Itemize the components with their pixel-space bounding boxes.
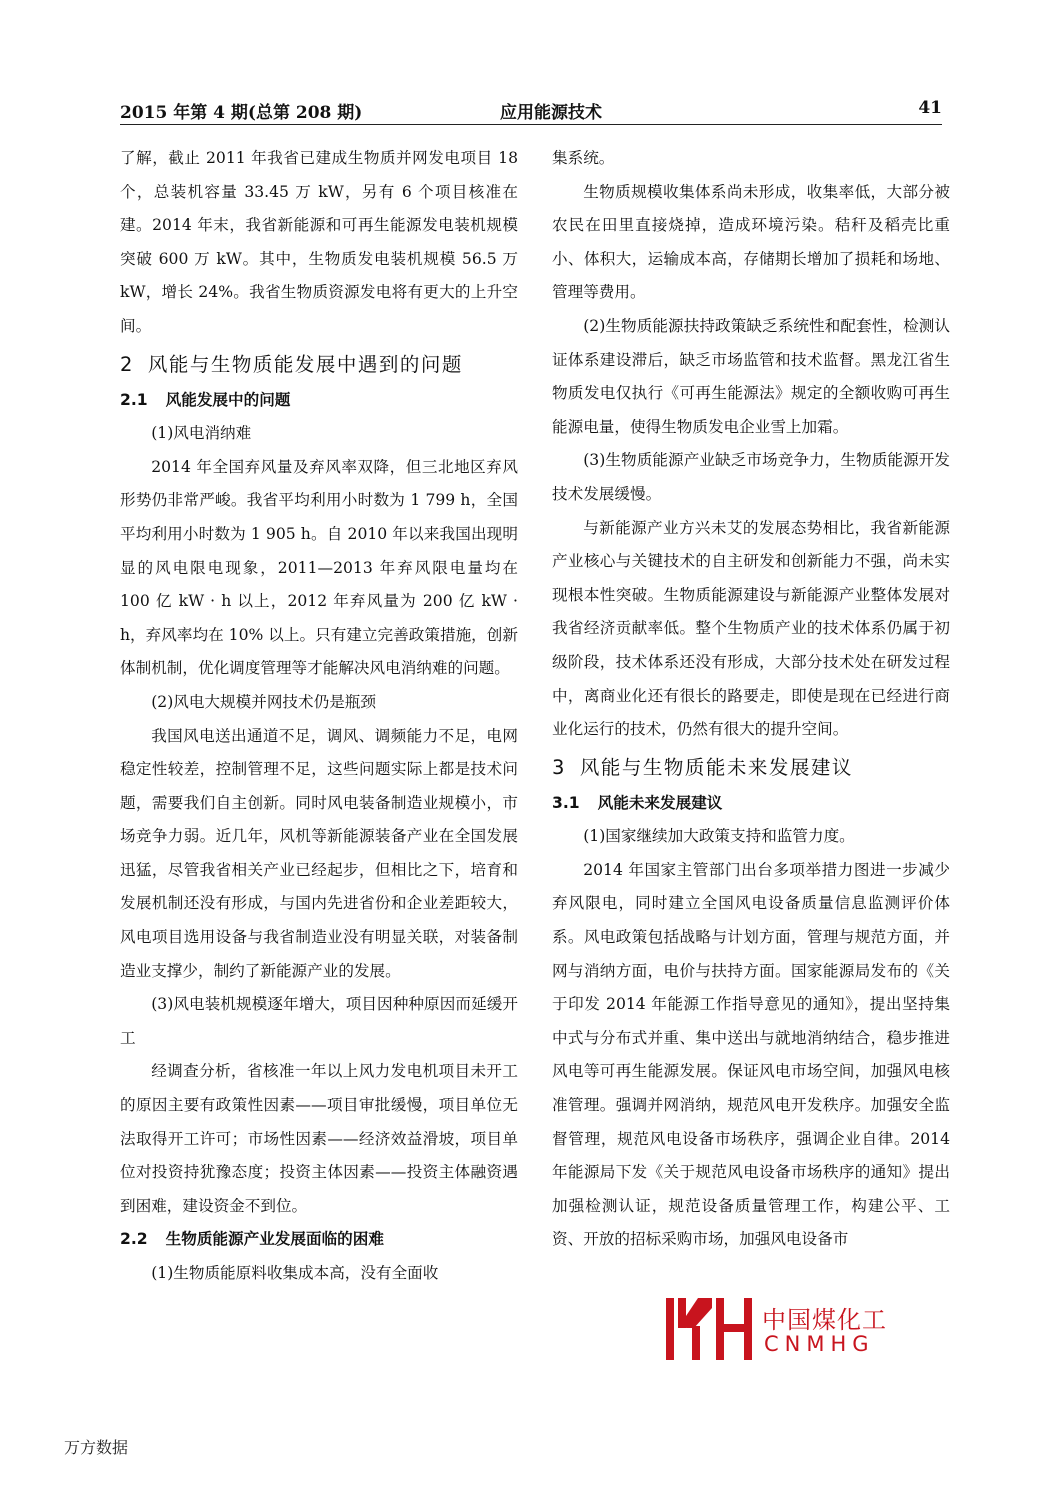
issue-info: 2015 年第 4 期(总第 208 期) <box>120 103 363 123</box>
subsection-number: 2.2 <box>120 1230 148 1249</box>
database-source: 万方数据 <box>64 1438 129 1457</box>
journal-title: 应用能源技术 <box>500 103 602 123</box>
subsection-heading-2-2 <box>120 1223 518 1257</box>
subsection-title: 风能未来发展建议 <box>597 793 723 812</box>
paragraph: 生物质规模收集体系尚未形成，收集率低，大部分被农民在田里直接烧掉，造成环境污染。秸秆及稻壳比重小、体积大，运输成本高，存储期长增加了损耗和场地、管理等费用。 <box>552 182 950 302</box>
subsection-number: 2.1 <box>120 390 148 409</box>
logo-english-text: CNMHG <box>764 1332 875 1356</box>
list-item: (2)生物质能源扶持政策缺乏系统性和配套性，检测认证体系建设滞后，缺乏市场监管和技术监督。黑龙江省生物质发电仅执行《可再生能源法》规定的全额收购可再生能源电量，使得生物质发电企业雪上加霜。 <box>552 316 950 436</box>
page-number: 41 <box>918 98 942 118</box>
running-header <box>120 94 942 125</box>
subsection-heading-3-1 <box>552 787 950 821</box>
list-item: (1)国家继续加大政策支持和监管力度。 <box>583 827 855 846</box>
section-title: 风能与生物质能未来发展建议 <box>579 755 853 779</box>
list-item: (3)生物质能源产业缺乏市场竞争力，生物质能源开发技术发展缓慢。 <box>552 451 950 503</box>
section-title: 风能与生物质能发展中遇到的问题 <box>147 352 463 376</box>
right-column <box>552 142 950 1257</box>
section-number: 2 <box>120 352 134 376</box>
cnmhg-logo-icon <box>664 1298 756 1360</box>
paragraph: 我国风电送出通道不足，调风、调频能力不足，电网稳定性较差，控制管理不足，这些问题实际上都是技术问题，需要我们自主创新。同时风电装备制造业规模小，市场竞争力弱。近几年，风机等新能源装备产业在全国发展迅猛，尽管我省相关产业已经起步，但相比之下，培育和发展机制还没有形成，与国内先进省份和企业差距较大，风电项目选用设备与我省制造业没有明显关联，对装备制造业支撑少，制约了新能源产业的发展。 <box>120 726 518 980</box>
watermark-logo <box>664 1296 954 1362</box>
paragraph: 2014 年国家主管部门出台多项举措力图进一步减少弃风限电，同时建立全国风电设备质量信息监测评价体系。风电政策包括战略与计划方面，管理与规范方面，并网与消纳方面，电价与扶持方面。国家能源局发布的《关于印发 2014 年能源工作指导意见的通知》，提出坚持集中式与分布式并重、集中送出与就地消纳结合，稳步推进风电等可再生能源发展。保证风电市场空间，加强风电核准管理。强调并网消纳，规范风电开发秩序。加强安全监督管理，规范风电设备市场秩序，强调企业自律。2014 年能源局下发《关于规范风电设备市场秩序的通知》提出加强检测认证，规范设备质量管理工作，构建公平、工资、开放的招标采购市场，加强风电设备市 <box>552 860 950 1249</box>
list-item: (3)风电装机规模逐年增大，项目因种种原因而延缓开工 <box>120 995 518 1047</box>
paragraph: 了解，截止 2011 年我省已建成生物质并网发电项目 18 个，总装机容量 33.45 万 kW，另有 6 个项目核准在建。2014 年末，我省新能源和可再生能源发电装机规模突破 600 万 kW。其中，生物质发电装机规模 56.5 万 kW，增长 24%。我省生物质资源发电将有更大的上升空间。 <box>120 149 518 335</box>
paragraph: 2014 年全国弃风量及弃风率双降，但三北地区弃风形势仍非常严峻。我省平均利用小时数为 1 799 h，全国平均利用小时数为 1 905 h。自 2010 年以来我国出现明显的风电限电现象，2011—2013 年弃风限电量均在 100 亿 kW · h 以上，2012 年弃风量为 200 亿 kW · h，弃风率均在 10% 以上。只有建立完善政策措施，创新体制机制，优化调度管理等才能解决风电消纳难的问题。 <box>120 457 518 678</box>
paragraph: 集系统。 <box>552 149 615 167</box>
section-heading-3 <box>552 749 950 787</box>
subsection-number: 3.1 <box>552 793 580 812</box>
left-column <box>120 142 518 1291</box>
subsection-title: 生物质能源产业发展面临的困难 <box>165 1230 384 1249</box>
section-number: 3 <box>552 755 566 779</box>
list-item: (1)生物质能原料收集成本高，没有全面收 <box>151 1264 439 1282</box>
list-item: (1)风电消纳难 <box>151 424 252 443</box>
logo-chinese-text: 中国煤化工 <box>762 1306 887 1334</box>
section-heading-2 <box>120 346 518 384</box>
paragraph: 经调查分析，省核准一年以上风力发电机项目未开工的原因主要有政策性因素——项目审批缓慢，项目单位无法取得开工许可；市场性因素——经济效益滑坡，项目单位对投资持犹豫态度；投资主体因素——投资主体融资遇到困难，建设资金不到位。 <box>120 1062 518 1215</box>
list-item: (2)风电大规模并网技术仍是瓶颈 <box>151 692 376 711</box>
subsection-heading-2-1 <box>120 384 518 418</box>
subsection-title: 风能发展中的问题 <box>165 390 291 409</box>
paragraph: 与新能源产业方兴未艾的发展态势相比，我省新能源产业核心与关键技术的自主研发和创新能力不强，尚未实现根本性突破。生物质能源建设与新能源产业整体发展对我省经济贡献率低。整个生物质产业的技术体系仍属于初级阶段，技术体系还没有形成，大部分技术处在研发过程中，离商业化还有很长的路要走，即使是现在已经进行商业化运行的技术，仍然有很大的提升空间。 <box>552 518 950 739</box>
